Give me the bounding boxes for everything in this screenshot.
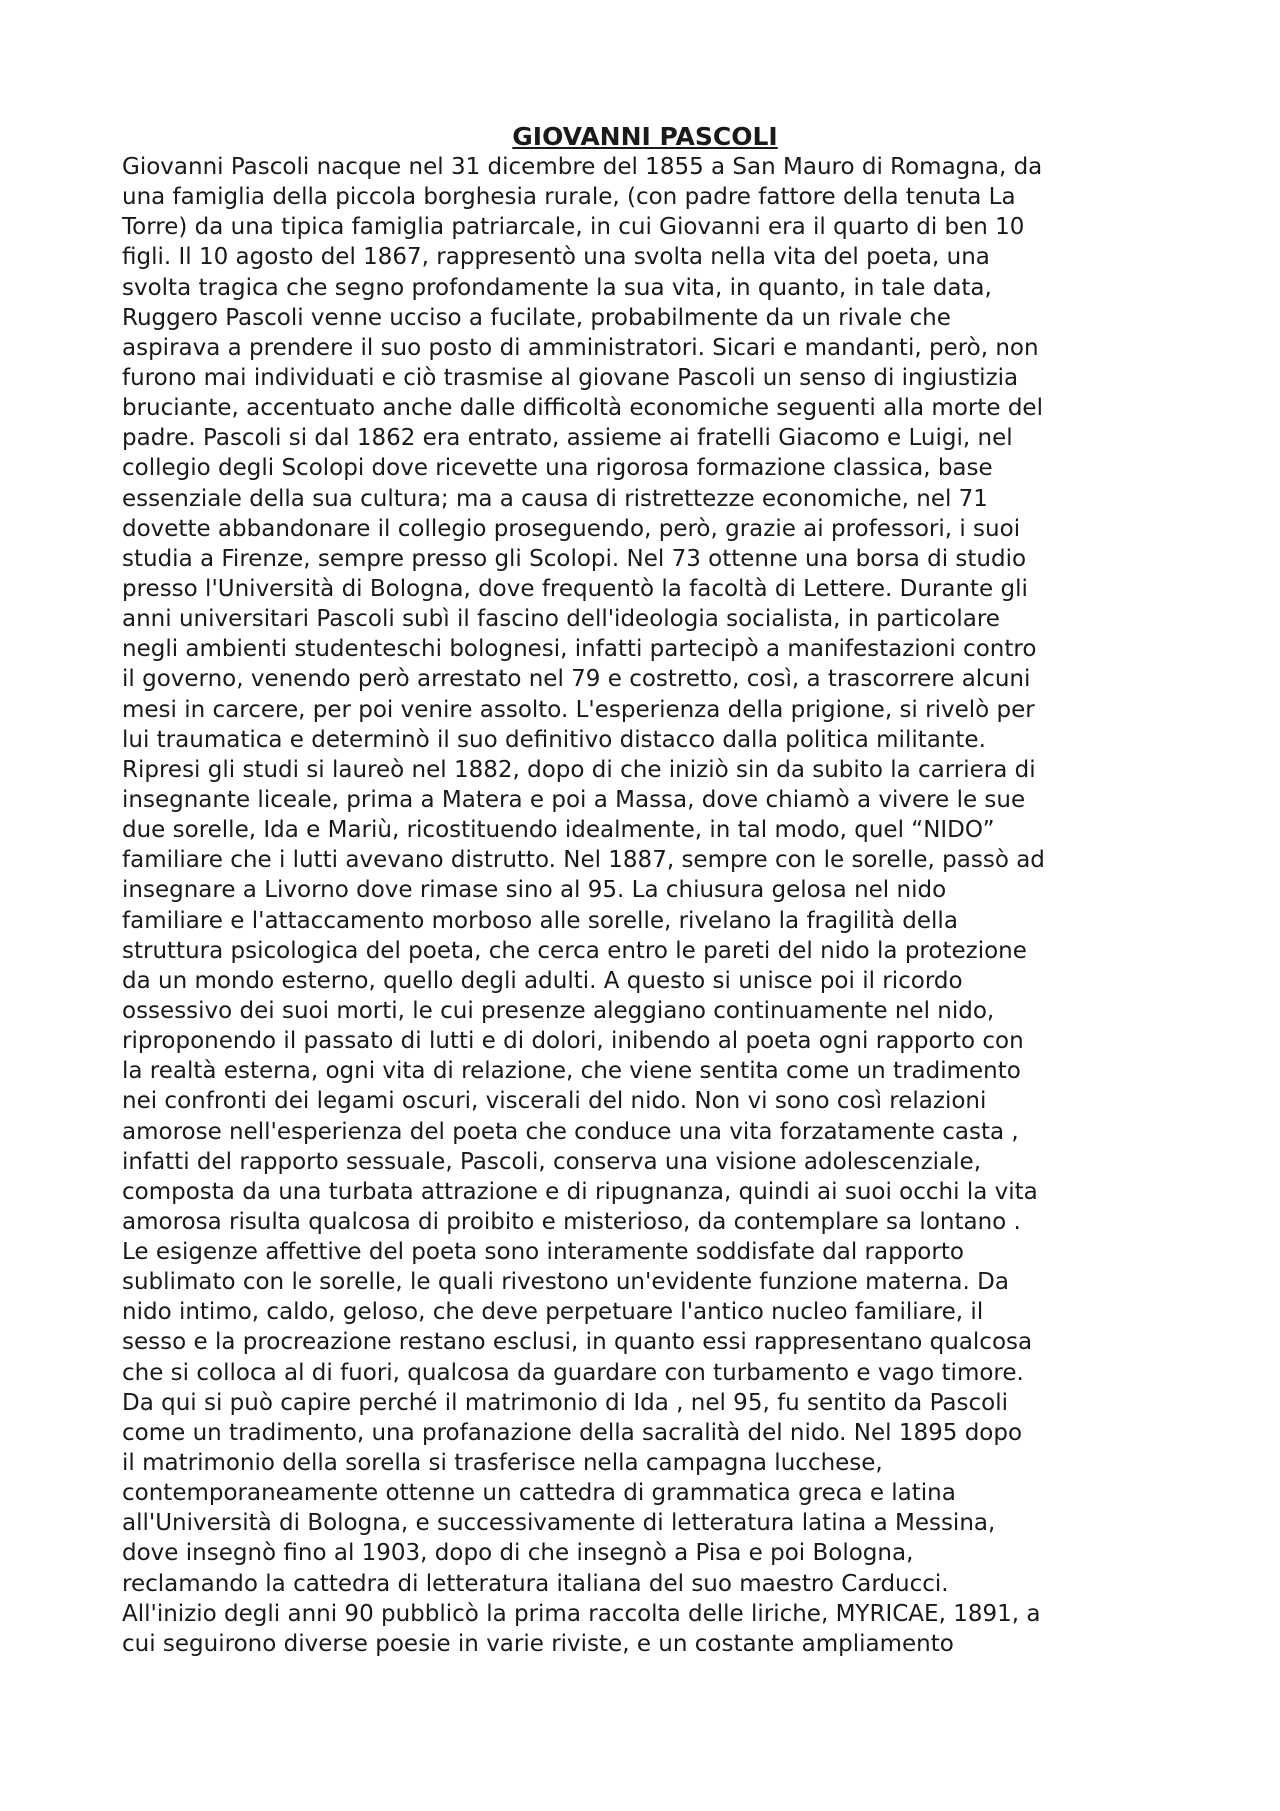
text-line: Ripresi gli studi si laureò nel 1882, dopo di che iniziò sin da subito la carriera di [122,756,1036,783]
text-line: contemporaneamente ottenne un cattedra di grammatica greca e latina [122,1480,956,1507]
text-line: il matrimonio della sorella si trasferisce nella campagna lucchese, [122,1450,883,1477]
text-line: reclamando la cattedra di letteratura italiana del suo maestro Carducci. [122,1570,949,1597]
text-line: da un mondo esterno, quello degli adulti. A questo si unisce poi il ricordo [122,967,963,994]
text-line: essenziale della sua cultura; ma a causa di ristrettezze economiche, nel 71 [122,485,988,512]
text-line: negli ambienti studenteschi bolognesi, infatti partecipò a manifestazioni contro [122,636,1037,663]
text-line: dovette abbandonare il collegio proseguendo, però, grazie ai professori, i suoi [122,515,1021,542]
text-line: familiare che i lutti avevano distrutto. Nel 1887, sempre con le sorelle, passò ad [122,847,1045,874]
text-line: come un tradimento, una profanazione della sacralità del nido. Nel 1895 dopo [122,1419,1023,1446]
text-line: amorose nell'esperienza del poeta che conduce una vita forzatamente casta , [122,1118,1019,1145]
text-line: presso l'Università di Bologna, dove frequentò la facoltà di Lettere. Durante gli [122,575,1028,602]
text-line: una famiglia della piccola borghesia rurale, (con padre fattore della tenuta La [122,184,1016,211]
text-line: amorosa risulta qualcosa di proibito e misterioso, da contemplare sa lontano . [122,1208,1021,1235]
document-body [122,122,1168,1659]
text-line: bruciante, accentuato anche dalle difficoltà economiche seguenti alla morte del [122,395,1043,422]
text-line: furono mai individuati e ciò trasmise al giovane Pascoli un senso di ingiustizia [122,364,1019,391]
text-line: mesi in carcere, per poi venire assolto. L'esperienza della prigione, si rivelò per [122,696,1035,723]
text-line: riproponendo il passato di lutti e di dolori, inibendo al poeta ogni rapporto con [122,1028,1024,1055]
text-line: nei confronti dei legami oscuri, viscerali del nido. Non vi sono così relazioni [122,1088,987,1115]
text-line: sublimato con le sorelle, le quali rivestono un'evidente funzione materna. Da [122,1269,1009,1296]
text-line: Le esigenze affettive del poeta sono interamente soddisfate dal rapporto [122,1239,964,1266]
text-line: Ruggero Pascoli venne ucciso a fucilate, probabilmente da un rivale che [122,304,951,331]
text-line: figli. Il 10 agosto del 1867, rappresentò una svolta nella vita del poeta, una [122,244,990,271]
text-line: collegio degli Scolopi dove ricevette una rigorosa formazione classica, base [122,455,993,482]
text-line: Da qui si può capire perché il matrimonio di Ida , nel 95, fu sentito da Pascoli [122,1389,1008,1416]
text-line: nido intimo, caldo, geloso, che deve perpetuare l'antico nucleo familiare, il [122,1299,984,1326]
text-line: il governo, venendo però arrestato nel 79 e costretto, così, a trascorrere alcuni [122,666,1031,693]
text-line: studia a Firenze, sempre presso gli Scolopi. Nel 73 ottenne una borsa di studio [122,545,1027,572]
text-line: ossessivo dei suoi morti, le cui presenze aleggiano continuamente nel nido, [122,997,995,1024]
text-line: Giovanni Pascoli nacque nel 31 dicembre del 1855 a San Mauro di Romagna, da [122,154,1043,180]
text-line: due sorelle, Ida e Mariù, ricostituendo idealmente, in tal modo, quel “NIDO” [122,817,995,844]
text-line: cui seguirono diverse poesie in varie riviste, e un costante ampliamento [122,1630,954,1657]
text-line: Torre) da una tipica famiglia patriarcale, in cui Giovanni era il quarto di ben 10 [122,214,1025,241]
text-line: all'Università di Bologna, e successivamente di letteratura latina a Messina, [122,1510,996,1537]
text-line: che si colloca al di fuori, qualcosa da guardare con turbamento e vago timore. [122,1359,1024,1386]
text-line: aspirava a prendere il suo posto di amministratori. Sicari e mandanti, però, non [122,334,1039,361]
body-text [122,152,1168,1659]
text-line: All'inizio degli anni 90 pubblicò la prima raccolta delle liriche, MYRICAE, 1891, a [122,1600,1041,1627]
text-line: dove insegnò fino al 1903, dopo di che insegnò a Pisa e poi Bologna, [122,1540,914,1567]
text-line: infatti del rapporto sessuale, Pascoli, conserva una visione adolescenziale, [122,1148,982,1175]
text-line: composta da una turbata attrazione e di ripugnanza, quindi ai suoi occhi la vita [122,1178,1038,1205]
text-line: insegnare a Livorno dove rimase sino al 95. La chiusura gelosa nel nido [122,877,947,904]
text-line: lui traumatica e determinò il suo definitivo distacco dalla politica militante. [122,726,986,753]
text-line: familiare e l'attaccamento morboso alle sorelle, rivelano la fragilità della [122,907,958,934]
text-line: struttura psicologica del poeta, che cerca entro le pareti del nido la protezione [122,937,1027,964]
document-title: GIOVANNI PASCOLI [512,122,778,151]
text-line: svolta tragica che segno profondamente la sua vita, in quanto, in tale data, [122,274,992,301]
text-line: la realtà esterna, ogni vita di relazione, che viene sentita come un tradimento [122,1058,1021,1085]
text-line: anni universitari Pascoli subì il fascino dell'ideologia socialista, in particolare [122,606,1000,633]
text-line: padre. Pascoli si dal 1862 era entrato, assieme ai fratelli Giacomo e Luigi, nel [122,425,1013,452]
text-line: insegnante liceale, prima a Matera e poi a Massa, dove chiamò a vivere le sue [122,786,1026,813]
text-line: sesso e la procreazione restano esclusi, in quanto essi rappresentano qualcosa [122,1329,1033,1356]
